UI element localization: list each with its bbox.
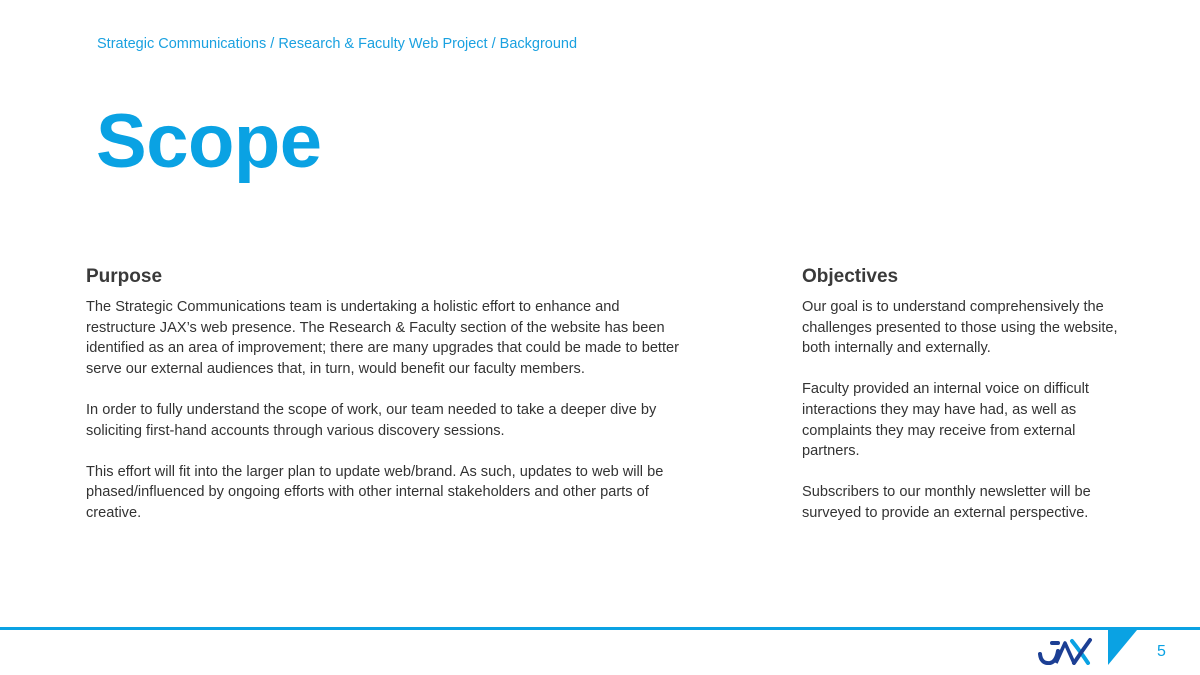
purpose-heading: Purpose	[86, 266, 163, 287]
objectives-section	[802, 266, 1132, 544]
page-title: Scope	[96, 99, 322, 184]
objectives-paragraph: Faculty provided an internal voice on difficult interactions they may have had, as well as complaints they may receive from external partners.	[802, 381, 1089, 460]
purpose-paragraph: The Strategic Communications team is undertaking a holistic effort to enhance and restructure JAX’s web presence. The Research & Faculty section of the website has been identified as an area of improvement; there are many upgrades that could be made to better serve our external audiences that, in turn, would benefit our faculty members.	[86, 299, 680, 377]
corner-flag	[1108, 630, 1137, 665]
breadcrumb: Strategic Communications / Research & Faculty Web Project / Background	[97, 36, 578, 52]
purpose-paragraph: This effort will fit into the larger plan to update web/brand. As such, updates to web will be phased/influenced by ongoing efforts with other internal stakeholders and other parts of creative.	[86, 463, 664, 521]
objectives-paragraph: Subscribers to our monthly newsletter will be surveyed to provide an external perspective.	[802, 484, 1091, 521]
jax-logo	[1038, 637, 1094, 665]
purpose-paragraph: In order to fully understand the scope of work, our team needed to take a deeper dive by soliciting first-hand accounts through various discovery sessions.	[86, 401, 657, 439]
objectives-heading: Objectives	[802, 266, 899, 287]
footer-divider	[0, 627, 1200, 630]
purpose-section	[86, 266, 686, 544]
objectives-paragraph: Our goal is to understand comprehensively the challenges presented to those using the website, both internally and externally.	[802, 299, 1118, 357]
page-number: 5	[1157, 643, 1166, 660]
